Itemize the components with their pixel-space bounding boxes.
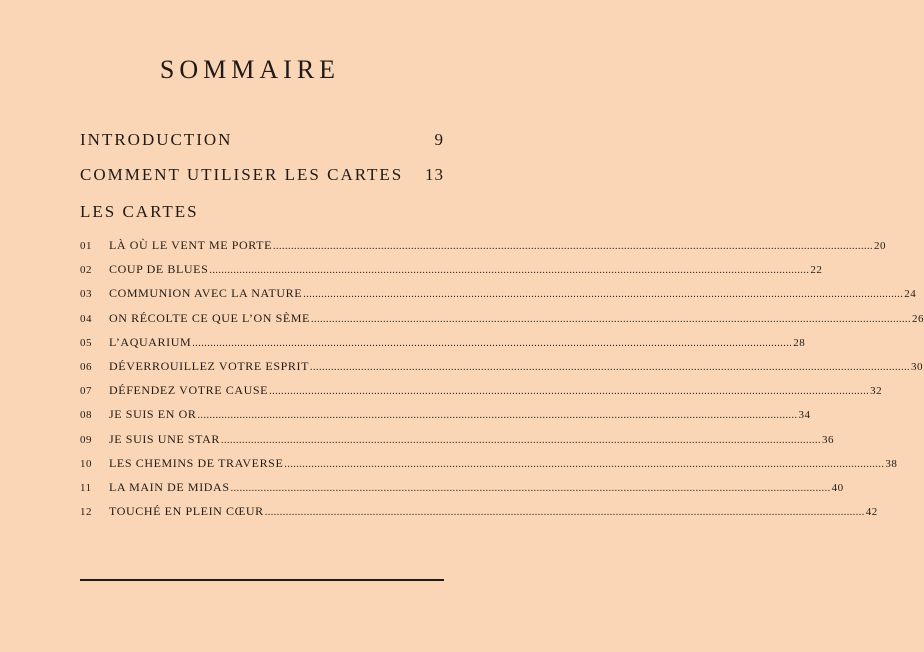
dot-leader: ........................................................................................................................................................................................................	[221, 434, 821, 446]
toc-card-label: ON RÉCOLTE CE QUE L’ON SÈME	[109, 310, 310, 325]
dot-leader: ........................................................................................................................................................................................................	[192, 337, 793, 349]
toc-card-page: 28	[793, 336, 806, 349]
toc-card-label: COMMUNION AVEC LA NATURE	[109, 286, 303, 301]
toc-card-label: LÀ OÙ LE VENT ME PORTE	[109, 238, 273, 252]
toc-card-label: DÉVERROUILLEZ VOTRE ESPRIT	[109, 358, 310, 373]
dot-leader: ........................................................................................................................................................................................................	[197, 410, 798, 422]
toc-card-row[interactable]	[80, 402, 811, 426]
toc-card-row[interactable]	[80, 499, 878, 523]
toc-card-number: 03	[80, 288, 92, 301]
toc-card-label: L’AQUARIUM	[109, 334, 192, 349]
toc-card-label: DÉFENDEZ VOTRE CAUSE	[109, 383, 269, 398]
toc-entry-page: 9	[434, 130, 444, 149]
page-title: SOMMAIRE	[159, 55, 341, 84]
toc-card-label: TOUCHÉ EN PLEIN CŒUR	[109, 504, 264, 519]
toc-card-row[interactable]	[80, 378, 883, 402]
toc-card-label: JE SUIS EN OR	[109, 407, 197, 422]
card-list	[80, 233, 924, 523]
dot-leader: ........................................................................................................................................................................................................	[273, 241, 874, 252]
toc-entry-label: COMMENT UTILISER LES CARTES	[80, 165, 404, 184]
toc-card-number: 07	[80, 385, 92, 398]
toc-card-number: 11	[80, 481, 92, 494]
dot-leader: ........................................................................................................................................................................................................	[310, 361, 911, 373]
toc-card-row[interactable]	[80, 281, 917, 305]
toc-card-page: 40	[831, 481, 844, 494]
toc-card-label: COUP DE BLUES	[109, 262, 209, 277]
toc-card-page: 26	[911, 312, 924, 325]
divider	[80, 579, 444, 581]
toc-card-row[interactable]	[80, 451, 898, 475]
dot-leader: ........................................................................................................................................................................................................	[310, 313, 911, 325]
dot-leader: ........................................................................................................................................................................................................	[264, 507, 865, 519]
dot-leader: ........................................................................................................................................................................................................	[303, 289, 904, 301]
toc-entry-how-to-use[interactable]	[80, 163, 444, 187]
toc-card-label: LES CHEMINS DE TRAVERSE	[109, 455, 284, 470]
toc-card-row[interactable]	[80, 330, 806, 354]
toc-card-number: 02	[80, 264, 92, 277]
dot-leader: ........................................................................................................................................................................................................	[209, 265, 810, 277]
toc-card-page: 34	[798, 409, 811, 422]
toc-card-row[interactable]	[80, 306, 924, 330]
toc-entry-label: INTRODUCTION	[80, 130, 233, 149]
toc-card-label: LA MAIN DE MIDAS	[109, 479, 230, 494]
toc-card-page: 22	[810, 264, 823, 277]
toc-card-row[interactable]	[80, 475, 844, 499]
toc-card-row[interactable]	[80, 354, 924, 378]
toc-card-number: 06	[80, 360, 92, 373]
toc-card-number: 08	[80, 409, 92, 422]
toc-card-row[interactable]	[80, 257, 823, 281]
toc-card-page: 30	[911, 360, 924, 373]
toc-card-number: 04	[80, 312, 92, 325]
toc-card-number: 12	[80, 506, 92, 519]
toc-card-number: 09	[80, 433, 92, 446]
toc-card-page: 38	[885, 457, 898, 470]
toc-entry-introduction[interactable]	[80, 128, 444, 152]
toc-card-row[interactable]	[80, 427, 834, 451]
dot-leader: ........................................................................................................................................................................................................	[230, 482, 831, 494]
toc-card-number: 05	[80, 336, 92, 349]
toc-card-page: 32	[870, 385, 883, 398]
toc-card-number: 01	[80, 240, 92, 252]
toc-card-row[interactable]	[80, 233, 887, 257]
toc-card-page: 42	[865, 506, 878, 519]
toc-card-page: 20	[874, 240, 887, 252]
toc-section-label: LES CARTES	[80, 202, 199, 221]
dot-leader: ........................................................................................................................................................................................................	[269, 386, 870, 398]
toc-card-number: 10	[80, 457, 92, 470]
toc-section-heading-cards	[80, 200, 444, 224]
dot-leader: ........................................................................................................................................................................................................	[284, 458, 885, 470]
toc-card-page: 24	[904, 288, 917, 301]
toc-entry-page: 13	[425, 165, 444, 184]
toc-card-page: 36	[822, 433, 834, 446]
toc-card-label: JE SUIS UNE STAR	[109, 431, 220, 446]
